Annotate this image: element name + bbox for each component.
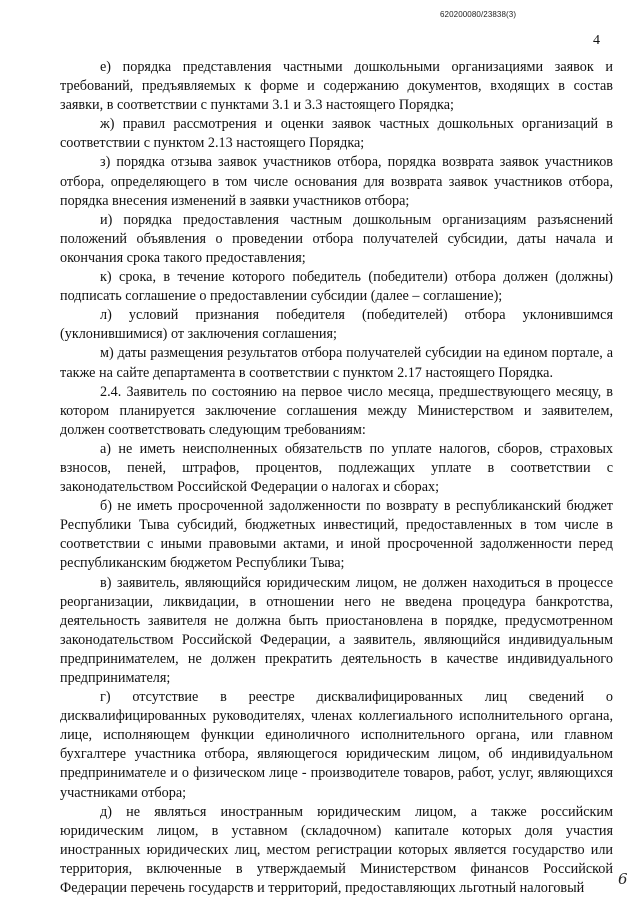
paragraph: 2.4. Заявитель по состоянию на первое число месяца, предшествующего месяцу, в котором планируется заключение соглашения между Министерством и заявителем, должен соответствовать следующим требованиям:: [60, 383, 613, 438]
paragraph: ж) правил рассмотрения и оценки заявок частных дошкольных организаций в соответствии с пунктом 2.13 настоящего Порядка;: [60, 116, 613, 152]
paragraph: м) даты размещения результатов отбора получателей субсидии на едином портале, а также на сайте департамента в соответствии с пунктом 2.17 настоящего Порядка.: [60, 345, 613, 381]
page-number: 4: [593, 33, 600, 48]
paragraph: л) условий признания победителя (победителей) отбора уклонившимся (уклонившимися) от заключения соглашения;: [60, 307, 613, 343]
document-body: [60, 58, 613, 898]
handwritten-page-mark: 6: [618, 870, 628, 888]
paragraph: в) заявитель, являющийся юридическим лицом, не должен находиться в процессе реорганизации, ликвидации, в отношении него не введена процедура банкротства, деятельность заявителя не должна быть приостановлена в порядке, предусмотренном законодательством Российской Федерации, а заявитель, являющийся индивидуальным предпринимателем, не должен прекратить деятельность в качестве индивидуального предпринимателя;: [60, 574, 613, 686]
paragraph: з) порядка отзыва заявок участников отбора, порядка возврата заявок участников отбора, определяющего в том числе основания для возврата заявок участников отбора, порядка внесения изменений в заявки участников отбора;: [60, 154, 613, 209]
paragraph: е) порядка представления частными дошкольными организациями заявок и требований, предъявляемых к форме и содержанию документов, входящих в состав заявки, в соответствии с пунктами 3.1 и 3.3 настоящего Порядка;: [60, 59, 613, 114]
document-id: 620200080/23838(3): [440, 10, 517, 19]
paragraph: а) не иметь неисполненных обязательств по уплате налогов, сборов, страховых взносов, пеней, штрафов, процентов, подлежащих уплате в соответствии с законодательством Российской Федерации о налогах и сборах;: [60, 440, 613, 496]
paragraph: д) не являться иностранным юридическим лицом, а также российским юридическим лицом, в уставном (складочном) капитале которых доля участия иностранных юридических лиц, местом регистрации которых является государство или территория, включенные в утверждаемый Министерством финансов Российской Федерации перечень государств и территорий, предоставляющих льготный налоговый: [60, 803, 613, 897]
paragraph: г) отсутствие в реестре дисквалифицированных лиц сведений о дисквалифицированных руководителях, членах коллегиального исполнительного органа, лице, исполняющем функции единоличного исполнительного органа, или главном бухгалтере участника отбора, являющегося юридическим лицом, об индивидуальном предпринимателе и о физическом лице - производителе товаров, работ, услуг, являющихся участниками отбора;: [60, 689, 613, 801]
paragraph: б) не иметь просроченной задолженности по возврату в республиканский бюджет Республики Тыва субсидий, бюджетных инвестиций, предоставленных в том числе в соответствии с иными правовыми актами, и иной просроченной задолженности перед республиканским бюджетом Республики Тыва;: [60, 498, 613, 572]
paragraph: к) срока, в течение которого победитель (победители) отбора должен (должны) подписать соглашение о предоставлении субсидии (далее – соглашение);: [60, 269, 613, 305]
paragraph: и) порядка предоставления частным дошкольным организациям разъяснений положений объявления о проведении отбора получателей субсидии, даты начала и окончания срока такого предоставления;: [60, 211, 613, 266]
